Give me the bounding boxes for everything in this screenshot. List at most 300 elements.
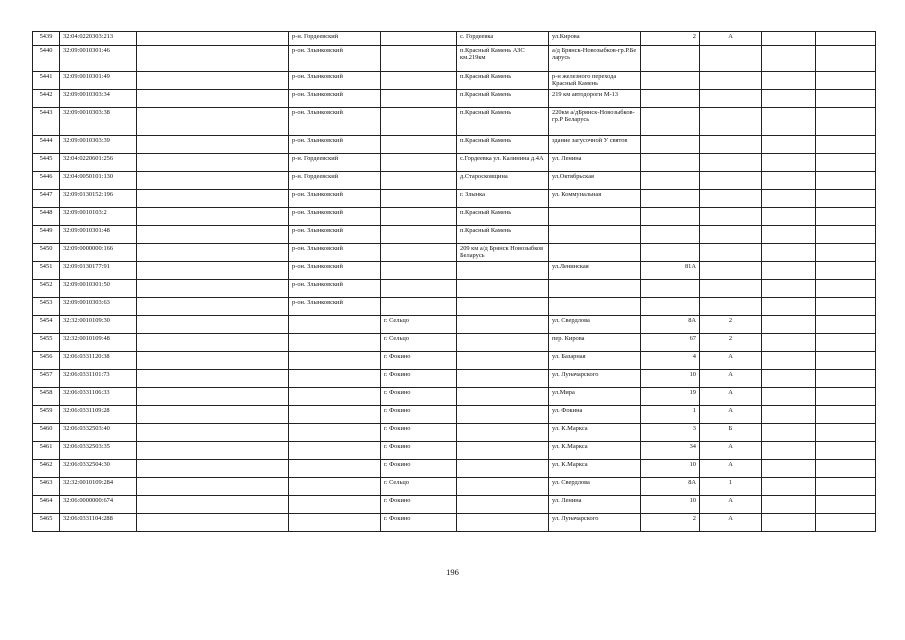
extra-cell — [816, 388, 876, 406]
extra-cell — [816, 136, 876, 154]
cadastral-number-cell: 32:09:0010301:49 — [60, 72, 137, 90]
extra-cell — [762, 460, 816, 478]
city-cell — [381, 46, 457, 72]
house-number-cell — [641, 190, 700, 208]
empty-cell — [137, 352, 289, 370]
house-number-cell: 19 — [641, 388, 700, 406]
city-cell: г. Фокино — [381, 514, 457, 532]
city-cell — [381, 72, 457, 90]
cadastral-number-cell: 32:09:0010301:50 — [60, 280, 137, 298]
cadastral-number-cell: 32:06:0332504:30 — [60, 460, 137, 478]
district-cell — [289, 316, 381, 334]
registry-table-body — [33, 32, 876, 532]
street-cell: ул. К.Маркса — [549, 460, 641, 478]
district-cell: р-н. Гордеевский — [289, 154, 381, 172]
building-letter-cell — [700, 226, 762, 244]
cadastral-number-cell: 32:09:0010303:63 — [60, 298, 137, 316]
district-cell: р-он. Злынковский — [289, 262, 381, 280]
house-number-cell — [641, 172, 700, 190]
table-row — [33, 478, 876, 496]
table-row — [33, 514, 876, 532]
empty-cell — [137, 424, 289, 442]
extra-cell — [762, 90, 816, 108]
row-number-cell: 5465 — [33, 514, 60, 532]
extra-cell — [762, 496, 816, 514]
row-number-cell: 5444 — [33, 136, 60, 154]
street-cell: ул. К.Маркса — [549, 442, 641, 460]
building-letter-cell: А — [700, 406, 762, 424]
city-cell — [381, 154, 457, 172]
house-number-cell: 1 — [641, 406, 700, 424]
cadastral-number-cell: 32:04:0220601:256 — [60, 154, 137, 172]
district-cell: р-он. Злынковский — [289, 108, 381, 136]
cadastral-number-cell: 32:09:0010301:46 — [60, 46, 137, 72]
district-cell — [289, 334, 381, 352]
house-number-cell: 10 — [641, 460, 700, 478]
building-letter-cell — [700, 190, 762, 208]
cadastral-number-cell: 32:06:0331106:33 — [60, 388, 137, 406]
settlement-cell — [457, 478, 549, 496]
house-number-cell: 8А — [641, 316, 700, 334]
settlement-cell: 209 км а/д Брянск Новозыбков Беларусь — [457, 244, 549, 262]
house-number-cell: 10 — [641, 370, 700, 388]
table-row — [33, 32, 876, 46]
building-letter-cell: Б — [700, 424, 762, 442]
city-cell: г. Фокино — [381, 406, 457, 424]
table-row — [33, 190, 876, 208]
extra-cell — [816, 32, 876, 46]
extra-cell — [816, 460, 876, 478]
street-cell: ул. Ленина — [549, 496, 641, 514]
house-number-cell — [641, 298, 700, 316]
cadastral-number-cell: 32:09:0130152:196 — [60, 190, 137, 208]
district-cell — [289, 442, 381, 460]
city-cell — [381, 244, 457, 262]
extra-cell — [816, 90, 876, 108]
city-cell — [381, 172, 457, 190]
city-cell: г. Фокино — [381, 352, 457, 370]
extra-cell — [762, 226, 816, 244]
cadastral-number-cell: 32:06:0331101:73 — [60, 370, 137, 388]
street-cell — [549, 226, 641, 244]
row-number-cell: 5458 — [33, 388, 60, 406]
street-cell: ул. Базарная — [549, 352, 641, 370]
extra-cell — [762, 244, 816, 262]
extra-cell — [762, 72, 816, 90]
empty-cell — [137, 262, 289, 280]
extra-cell — [816, 280, 876, 298]
registry-table — [32, 31, 876, 532]
settlement-cell — [457, 352, 549, 370]
district-cell — [289, 424, 381, 442]
empty-cell — [137, 244, 289, 262]
extra-cell — [762, 46, 816, 72]
extra-cell — [816, 46, 876, 72]
table-row — [33, 172, 876, 190]
building-letter-cell: 2 — [700, 334, 762, 352]
building-letter-cell — [700, 208, 762, 226]
extra-cell — [816, 208, 876, 226]
building-letter-cell — [700, 280, 762, 298]
building-letter-cell — [700, 90, 762, 108]
settlement-cell — [457, 442, 549, 460]
empty-cell — [137, 190, 289, 208]
row-number-cell: 5451 — [33, 262, 60, 280]
cadastral-number-cell: 32:06:0000000:674 — [60, 496, 137, 514]
extra-cell — [816, 442, 876, 460]
building-letter-cell — [700, 108, 762, 136]
row-number-cell: 5452 — [33, 280, 60, 298]
district-cell: р-он. Злынковский — [289, 208, 381, 226]
table-row — [33, 262, 876, 280]
district-cell — [289, 514, 381, 532]
row-number-cell: 5443 — [33, 108, 60, 136]
street-cell: ул. Свердлова — [549, 478, 641, 496]
table-row — [33, 154, 876, 172]
extra-cell — [816, 172, 876, 190]
cadastral-number-cell: 32:09:0010303:34 — [60, 90, 137, 108]
city-cell: г. Сельцо — [381, 478, 457, 496]
settlement-cell: с.Гордеевка ул. Калинина д.4А — [457, 154, 549, 172]
extra-cell — [816, 334, 876, 352]
extra-cell — [816, 226, 876, 244]
building-letter-cell: А — [700, 370, 762, 388]
cadastral-number-cell: 32:32:0010109:284 — [60, 478, 137, 496]
building-letter-cell: 1 — [700, 478, 762, 496]
table-row — [33, 406, 876, 424]
settlement-cell: п.Красный Камень — [457, 208, 549, 226]
extra-cell — [762, 208, 816, 226]
extra-cell — [816, 406, 876, 424]
extra-cell — [816, 316, 876, 334]
city-cell — [381, 136, 457, 154]
table-row — [33, 46, 876, 72]
street-cell: а/д Брянск-Новозыбков-гр.Р.Бе ларусь — [549, 46, 641, 72]
settlement-cell: п.Красный Камень — [457, 90, 549, 108]
cadastral-number-cell: 32:09:0000000:166 — [60, 244, 137, 262]
extra-cell — [816, 244, 876, 262]
extra-cell — [816, 72, 876, 90]
house-number-cell: 3 — [641, 424, 700, 442]
house-number-cell — [641, 46, 700, 72]
row-number-cell: 5447 — [33, 190, 60, 208]
street-cell — [549, 298, 641, 316]
empty-cell — [137, 316, 289, 334]
table-row — [33, 316, 876, 334]
table-row — [33, 72, 876, 90]
extra-cell — [816, 514, 876, 532]
table-row — [33, 460, 876, 478]
extra-cell — [762, 262, 816, 280]
district-cell: р-н. Гордеевский — [289, 172, 381, 190]
settlement-cell: д.Старосковщина — [457, 172, 549, 190]
street-cell: ул.Ленинская — [549, 262, 641, 280]
empty-cell — [137, 478, 289, 496]
row-number-cell: 5457 — [33, 370, 60, 388]
district-cell: р-он. Злынковский — [289, 90, 381, 108]
row-number-cell: 5459 — [33, 406, 60, 424]
extra-cell — [762, 406, 816, 424]
extra-cell — [762, 32, 816, 46]
settlement-cell: п.Красный Камень — [457, 226, 549, 244]
street-cell: ул. Луначарского — [549, 514, 641, 532]
extra-cell — [816, 478, 876, 496]
settlement-cell — [457, 280, 549, 298]
row-number-cell: 5440 — [33, 46, 60, 72]
table-row — [33, 280, 876, 298]
city-cell — [381, 90, 457, 108]
table-row — [33, 298, 876, 316]
extra-cell — [762, 190, 816, 208]
house-number-cell: 4 — [641, 352, 700, 370]
extra-cell — [816, 496, 876, 514]
row-number-cell: 5453 — [33, 298, 60, 316]
row-number-cell: 5463 — [33, 478, 60, 496]
extra-cell — [816, 298, 876, 316]
cadastral-number-cell: 32:09:0010303:38 — [60, 108, 137, 136]
extra-cell — [762, 334, 816, 352]
district-cell: р-он. Злынковский — [289, 226, 381, 244]
district-cell — [289, 388, 381, 406]
settlement-cell — [457, 370, 549, 388]
house-number-cell — [641, 136, 700, 154]
extra-cell — [762, 108, 816, 136]
row-number-cell: 5455 — [33, 334, 60, 352]
settlement-cell — [457, 406, 549, 424]
city-cell — [381, 208, 457, 226]
cadastral-number-cell: 32:32:0010109:48 — [60, 334, 137, 352]
district-cell — [289, 352, 381, 370]
table-row — [33, 496, 876, 514]
city-cell: г. Фокино — [381, 496, 457, 514]
house-number-cell — [641, 208, 700, 226]
building-letter-cell: А — [700, 514, 762, 532]
house-number-cell: 8А — [641, 478, 700, 496]
table-row — [33, 226, 876, 244]
empty-cell — [137, 72, 289, 90]
cadastral-number-cell: 32:09:0010103:2 — [60, 208, 137, 226]
settlement-cell: п.Красный Камень — [457, 72, 549, 90]
district-cell: р-он. Злынковский — [289, 46, 381, 72]
table-row — [33, 108, 876, 136]
building-letter-cell: А — [700, 352, 762, 370]
extra-cell — [816, 424, 876, 442]
cadastral-number-cell: 32:06:0332503:40 — [60, 424, 137, 442]
settlement-cell — [457, 514, 549, 532]
table-row — [33, 442, 876, 460]
building-letter-cell — [700, 72, 762, 90]
extra-cell — [762, 388, 816, 406]
empty-cell — [137, 442, 289, 460]
row-number-cell: 5462 — [33, 460, 60, 478]
row-number-cell: 5449 — [33, 226, 60, 244]
row-number-cell: 5454 — [33, 316, 60, 334]
city-cell — [381, 32, 457, 46]
row-number-cell: 5456 — [33, 352, 60, 370]
house-number-cell: 34 — [641, 442, 700, 460]
city-cell: г. Фокино — [381, 388, 457, 406]
table-row — [33, 136, 876, 154]
house-number-cell: 10 — [641, 496, 700, 514]
district-cell: р-он. Злынковский — [289, 72, 381, 90]
extra-cell — [762, 478, 816, 496]
street-cell — [549, 280, 641, 298]
city-cell: г. Сельцо — [381, 316, 457, 334]
city-cell: г. Сельцо — [381, 334, 457, 352]
extra-cell — [762, 424, 816, 442]
building-letter-cell — [700, 262, 762, 280]
district-cell: р-он. Злынковский — [289, 244, 381, 262]
city-cell — [381, 262, 457, 280]
street-cell: ул. Фокина — [549, 406, 641, 424]
extra-cell — [762, 442, 816, 460]
settlement-cell — [457, 460, 549, 478]
building-letter-cell — [700, 154, 762, 172]
street-cell: ул. Свердлова — [549, 316, 641, 334]
building-letter-cell: 2 — [700, 316, 762, 334]
row-number-cell: 5450 — [33, 244, 60, 262]
street-cell: ул.Мира — [549, 388, 641, 406]
cadastral-number-cell: 32:09:0010301:48 — [60, 226, 137, 244]
empty-cell — [137, 298, 289, 316]
building-letter-cell: А — [700, 388, 762, 406]
empty-cell — [137, 46, 289, 72]
empty-cell — [137, 226, 289, 244]
extra-cell — [762, 136, 816, 154]
row-number-cell: 5442 — [33, 90, 60, 108]
building-letter-cell: А — [700, 32, 762, 46]
cadastral-number-cell: 32:32:0010109:30 — [60, 316, 137, 334]
house-number-cell — [641, 244, 700, 262]
extra-cell — [816, 154, 876, 172]
building-letter-cell — [700, 46, 762, 72]
cadastral-number-cell: 32:06:0331120:38 — [60, 352, 137, 370]
extra-cell — [762, 280, 816, 298]
street-cell: ул.Октябрьская — [549, 172, 641, 190]
building-letter-cell — [700, 298, 762, 316]
district-cell — [289, 496, 381, 514]
settlement-cell: п.Красный Камень АЗС км.219км — [457, 46, 549, 72]
cadastral-number-cell: 32:06:0332503:35 — [60, 442, 137, 460]
house-number-cell — [641, 90, 700, 108]
house-number-cell — [641, 154, 700, 172]
street-cell: ул. Ленина — [549, 154, 641, 172]
table-row — [33, 334, 876, 352]
settlement-cell: п.Красный Камень — [457, 136, 549, 154]
building-letter-cell — [700, 244, 762, 262]
district-cell: р-н. Гордеевский — [289, 32, 381, 46]
settlement-cell — [457, 424, 549, 442]
extra-cell — [762, 172, 816, 190]
settlement-cell — [457, 316, 549, 334]
city-cell: г. Фокино — [381, 370, 457, 388]
cadastral-number-cell: 32:09:0130177:91 — [60, 262, 137, 280]
extra-cell — [762, 316, 816, 334]
empty-cell — [137, 460, 289, 478]
empty-cell — [137, 388, 289, 406]
row-number-cell: 5445 — [33, 154, 60, 172]
district-cell — [289, 478, 381, 496]
house-number-cell: 2 — [641, 514, 700, 532]
settlement-cell: п.Красный Камень — [457, 108, 549, 136]
extra-cell — [762, 154, 816, 172]
row-number-cell: 5446 — [33, 172, 60, 190]
table-row — [33, 388, 876, 406]
city-cell — [381, 226, 457, 244]
table-row — [33, 352, 876, 370]
cadastral-number-cell: 32:06:0331109:28 — [60, 406, 137, 424]
street-cell: 220км а/дБрянск-Новозыбков-гр.Р Беларусь — [549, 108, 641, 136]
empty-cell — [137, 136, 289, 154]
street-cell: 219 км автодороги М-13 — [549, 90, 641, 108]
empty-cell — [137, 90, 289, 108]
table-row — [33, 244, 876, 262]
row-number-cell: 5464 — [33, 496, 60, 514]
empty-cell — [137, 334, 289, 352]
settlement-cell: с. Гордеевка — [457, 32, 549, 46]
extra-cell — [816, 262, 876, 280]
city-cell: г. Фокино — [381, 460, 457, 478]
street-cell: ул.Кирова — [549, 32, 641, 46]
street-cell: ул. К.Маркса — [549, 424, 641, 442]
empty-cell — [137, 172, 289, 190]
house-number-cell — [641, 280, 700, 298]
extra-cell — [816, 108, 876, 136]
street-cell: здание загусочной У святов — [549, 136, 641, 154]
empty-cell — [137, 406, 289, 424]
city-cell: г. Фокино — [381, 424, 457, 442]
table-row — [33, 208, 876, 226]
street-cell — [549, 244, 641, 262]
district-cell: р-он. Злынковский — [289, 298, 381, 316]
empty-cell — [137, 280, 289, 298]
city-cell — [381, 298, 457, 316]
street-cell: ул. Луначарского — [549, 370, 641, 388]
row-number-cell: 5460 — [33, 424, 60, 442]
building-letter-cell: А — [700, 496, 762, 514]
settlement-cell — [457, 334, 549, 352]
extra-cell — [762, 514, 816, 532]
city-cell — [381, 190, 457, 208]
cadastral-number-cell: 32:09:0010303:39 — [60, 136, 137, 154]
district-cell — [289, 460, 381, 478]
extra-cell — [816, 370, 876, 388]
street-cell: ул. Коммунальная — [549, 190, 641, 208]
extra-cell — [762, 298, 816, 316]
district-cell — [289, 406, 381, 424]
extra-cell — [762, 370, 816, 388]
extra-cell — [762, 352, 816, 370]
settlement-cell: г. Злынка — [457, 190, 549, 208]
table-row — [33, 370, 876, 388]
row-number-cell: 5441 — [33, 72, 60, 90]
building-letter-cell: А — [700, 460, 762, 478]
settlement-cell — [457, 388, 549, 406]
street-cell: р-н железного перехода Красный Камень — [549, 72, 641, 90]
empty-cell — [137, 496, 289, 514]
district-cell: р-он. Злынковский — [289, 190, 381, 208]
table-row — [33, 424, 876, 442]
building-letter-cell — [700, 136, 762, 154]
city-cell: г. Фокино — [381, 442, 457, 460]
settlement-cell — [457, 262, 549, 280]
house-number-cell — [641, 226, 700, 244]
settlement-cell — [457, 298, 549, 316]
street-cell — [549, 208, 641, 226]
empty-cell — [137, 108, 289, 136]
house-number-cell: 67 — [641, 334, 700, 352]
district-cell: р-он. Злынковский — [289, 136, 381, 154]
